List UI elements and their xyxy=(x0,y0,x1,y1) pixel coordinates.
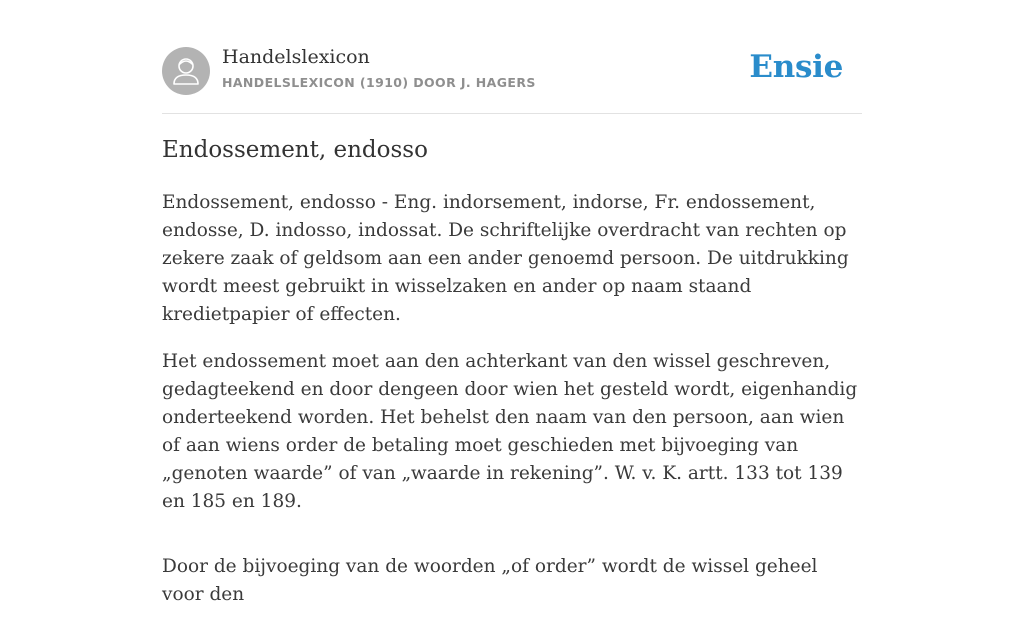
avatar-silhouette-icon xyxy=(162,47,210,95)
source-header xyxy=(162,0,862,114)
entry-paragraph: Endossement, endosso - Eng. indorsement, indorse, Fr. endossement, endosse, D. indosso, indossat. De schriftelijke overdracht van rechten op zekere zaak of geldsom aan een ander genoemd persoon. De uitdrukking wordt meest gebruikt in wisselzaken en ander op naam staand kredietpapier of effecten. xyxy=(162,192,849,325)
page-container xyxy=(162,0,862,605)
entry-body xyxy=(162,189,862,628)
user-avatar-icon[interactable] xyxy=(162,47,210,95)
source-title[interactable]: Handelslexicon xyxy=(222,46,370,68)
entry-title: Endossement, endosso xyxy=(162,137,428,163)
entry-paragraph: Door de bijvoeging van de woorden „of order” wordt de wissel geheel voor den xyxy=(162,556,818,605)
ensie-logo[interactable]: Ensie xyxy=(749,49,843,85)
source-subtitle: HANDELSLEXICON (1910) DOOR J. HAGERS xyxy=(222,75,536,90)
entry-paragraph: Het endossement moet aan den achterkant van den wissel geschreven, gedagteekend en door dengeen door wien het gesteld wordt, eigenhandig onderteekend worden. Het behelst den naam van den persoon, aan wien of aan wiens order de betaling moet geschieden met bijvoeging van „genoten waarde” of van „waarde in rekening”. W. v. K. artt. 133 tot 139 en 185 en 189. xyxy=(162,351,858,512)
